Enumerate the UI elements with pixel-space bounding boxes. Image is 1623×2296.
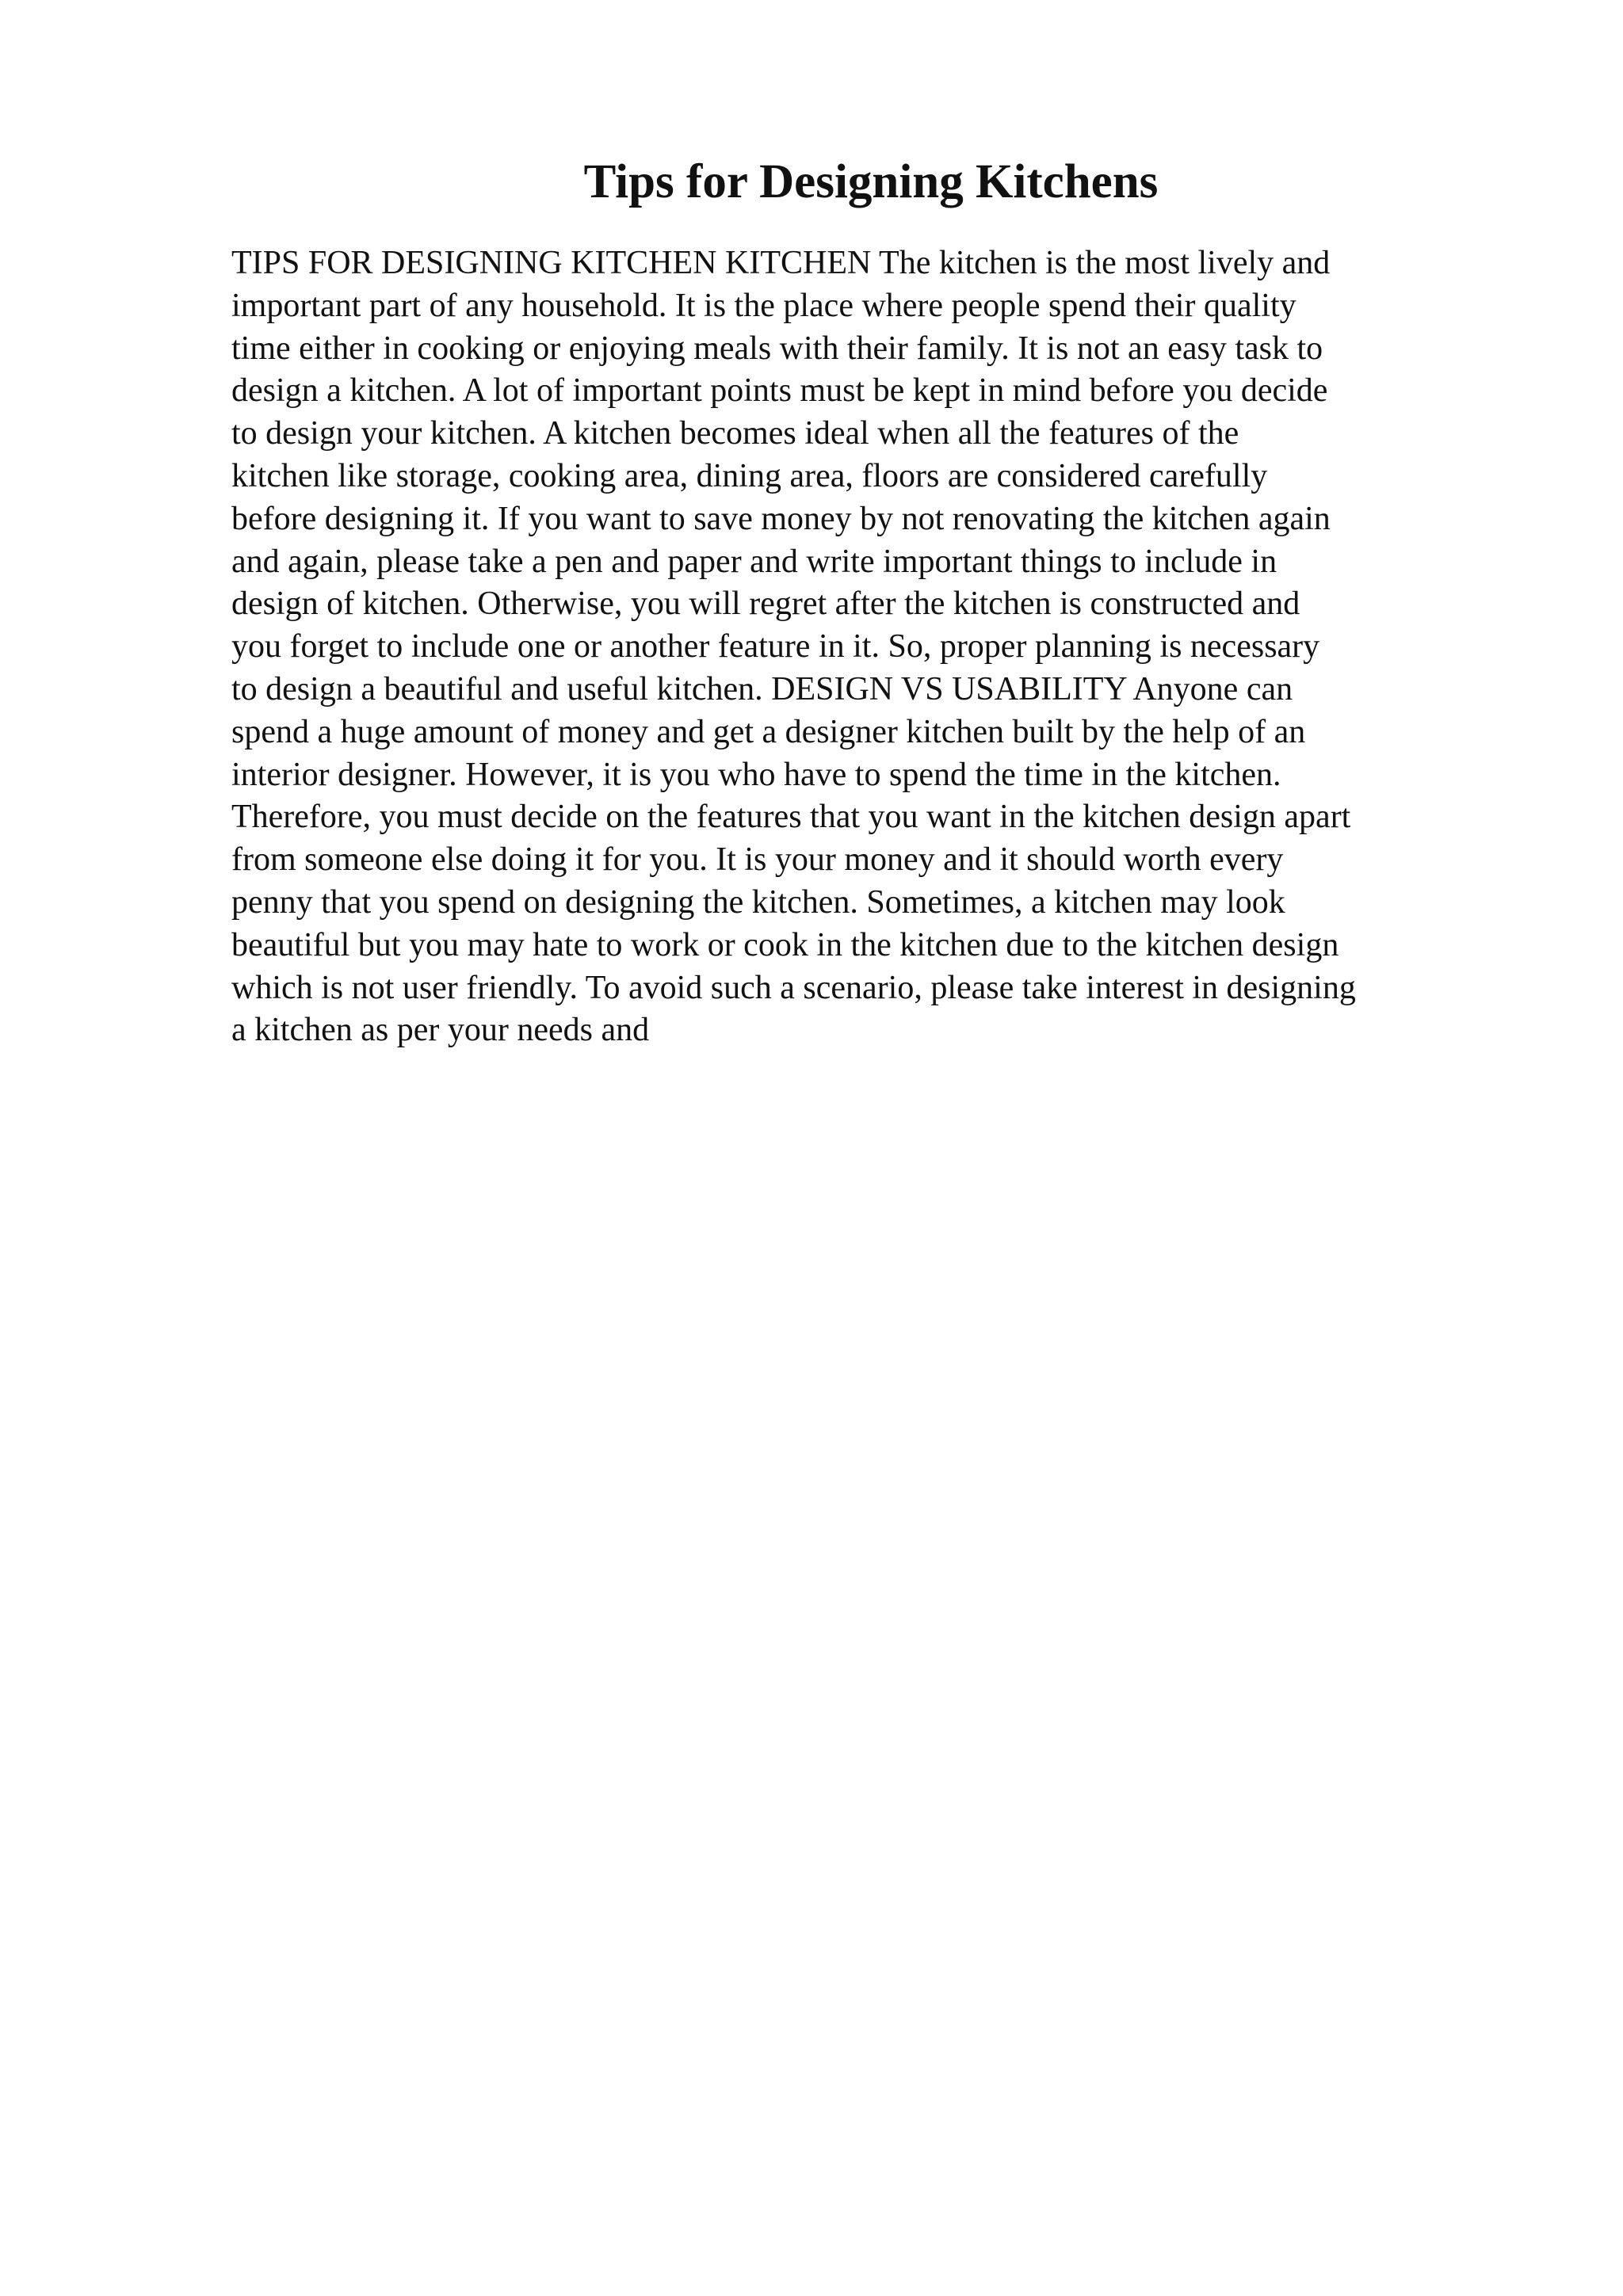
- body-line: which is not user friendly. To avoid such a scenario, please take interest in designing: [231, 969, 1356, 1006]
- body-line: to design your kitchen. A kitchen becomes ideal when all the features of the: [231, 415, 1239, 452]
- document-body: [231, 242, 1499, 1052]
- body-line: beautiful but you may hate to work or cook in the kitchen due to the kitchen design: [231, 926, 1339, 963]
- body-line: a kitchen as per your needs and: [231, 1012, 650, 1049]
- body-line: you forget to include one or another feature in it. So, proper planning is necessary: [231, 628, 1320, 666]
- body-line: before designing it. If you want to save money by not renovating the kitchen again: [231, 500, 1331, 537]
- document-title: Tips for Designing Kitchens: [583, 155, 1159, 208]
- body-line: kitchen like storage, cooking area, dining area, floors are considered carefully: [231, 457, 1268, 494]
- body-line: design of kitchen. Otherwise, you will regret after the kitchen is constructed and: [231, 585, 1300, 623]
- body-line: from someone else doing it for you. It is your money and it should worth every: [231, 841, 1284, 879]
- body-line: to design a beautiful and useful kitchen. DESIGN VS USABILITY Anyone can: [231, 670, 1293, 707]
- body-line: and again, please take a pen and paper and write important things to include in: [231, 543, 1277, 580]
- body-line: spend a huge amount of money and get a designer kitchen built by the help of an: [231, 713, 1306, 750]
- body-line: interior designer. However, it is you who have to spend the time in the kitchen.: [231, 756, 1281, 793]
- body-line: design a kitchen. A lot of important points must be kept in mind before you decide: [231, 372, 1328, 410]
- body-line: important part of any household. It is the place where people spend their quality: [231, 287, 1296, 324]
- body-line: Therefore, you must decide on the features that you want in the kitchen design apart: [231, 799, 1351, 836]
- body-line: penny that you spend on designing the kitchen. Sometimes, a kitchen may look: [231, 883, 1285, 921]
- body-line: TIPS FOR DESIGNING KITCHEN KITCHEN The kitchen is the most lively and: [231, 245, 1331, 281]
- body-line: time either in cooking or enjoying meals with their family. It is not an easy task to: [231, 330, 1323, 367]
